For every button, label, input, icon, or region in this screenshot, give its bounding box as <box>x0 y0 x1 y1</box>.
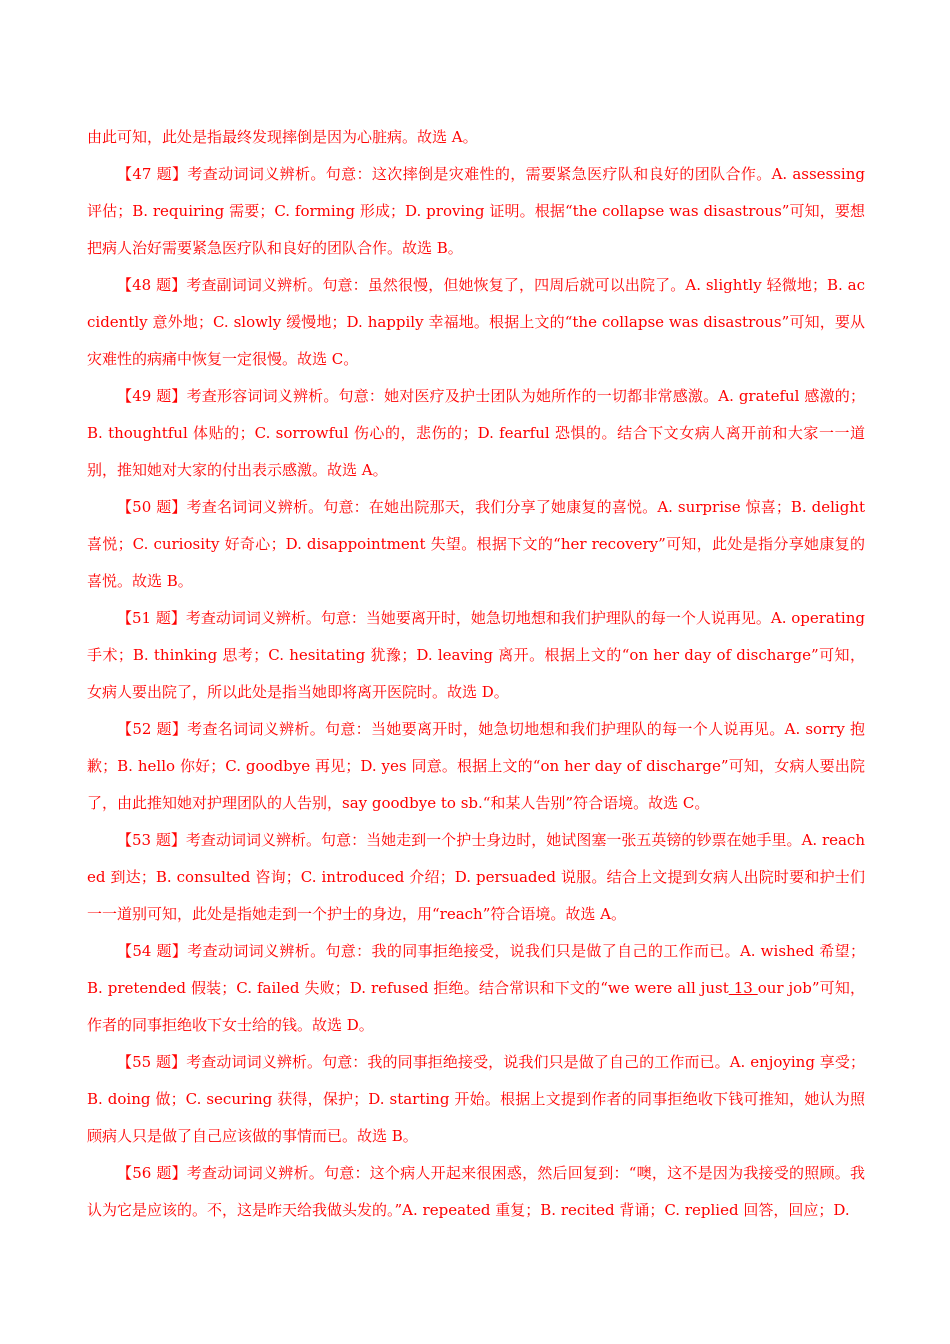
paragraph-q52: 【52 题】考查名词词义辨析。句意：当她要离开时，她急切地想和我们护理队的每一个人说再见。A. sorry 抱歉；B. hello 你好；C. goodbye 再见；D. yes 同意。根据上文的“on her day of discharge”可知，女病人要出院了，由此推知她对护理团队的人告别，say goodbye to sb.“和某人告别”符合语境。故选 C。 <box>87 720 865 812</box>
paragraph-q53: 【53 题】考查动词词义辨析。句意：当她走到一个护士身边时，她试图塞一张五英镑的钞票在她手里。A. reached 到达；B. consulted 咨询；C. introduced 介绍；D. persuaded 说服。结合上文提到女病人出院时要和护士们一一道别可知，此处是指她走到一个护士的身边，用“reach”符合语境。故选 A。 <box>87 831 865 923</box>
paragraph-q54-before-blank: 【54 题】考查动词词义辨析。句意：我的同事拒绝接受，说我们只是做了自己的工作而已。A. wished 希望；B. pretended 假装；C. failed 失败；D. refused 拒绝。结合常识和下文的“we were all just <box>87 942 865 997</box>
paragraph-q49: 【49 题】考查形容词词义辨析。句意：她对医疗及护士团队为她所作的一切都非常感激。A. grateful 感激的；B. thoughtful 体贴的；C. sorrowful 伤心的，悲伤的；D. fearful 恐惧的。结合下文女病人离开前和大家一一道别，推知她对大家的付出表示感激。故选 A。 <box>87 387 865 479</box>
paragraph-q56: 【56 题】考查动词词义辨析。句意：这个病人开起来很困惑，然后回复到：“噢，这不是因为我接受的照顾。我认为它是应该的。不，这是昨天给我做头发的。”A. repeated 重复；B. recited 背诵；C. replied 回答，回应；D. <box>87 1164 865 1219</box>
paragraph-q55: 【55 题】考查动词词义辨析。句意：我的同事拒绝接受，说我们只是做了自己的工作而已。A. enjoying 享受；B. doing 做；C. securing 获得，保护；D. starting 开始。根据上文提到作者的同事拒绝收下钱可推知，她认为照顾病人只是做了自己应该做的事情而已。故选 B。 <box>87 1053 865 1145</box>
paragraph-q51: 【51 题】考查动词词义辨析。句意：当她要离开时，她急切地想和我们护理队的每一个人说再见。A. operating 手术；B. thinking 思考；C. hesitating 犹豫；D. leaving 离开。根据上文的“on her day of discharge”可知，女病人要出院了，所以此处是指当她即将离开医院时。故选 D。 <box>87 609 865 701</box>
paragraph-q47: 【47 题】考查动词词义辨析。句意：这次摔倒是灾难性的，需要紧急医疗队和良好的团队合作。A. assessing 评估；B. requiring 需要；C. forming 形成；D. proving 证明。根据“the collapse was disastrous”可知，要想把病人治好需要紧急医疗队和良好的团队合作。故选 B。 <box>87 165 865 257</box>
paragraph-q54 <box>87 933 865 1044</box>
paragraph-intro: 由此可知，此处是指最终发现摔倒是因为心脏病。故选 A。 <box>87 128 478 146</box>
paragraph-q54-after-blank: our job”可知，作者的同事拒绝收下女士给的钱。故选 D。 <box>87 979 865 1034</box>
paragraph-q48: 【48 题】考查副词词义辨析。句意：虽然很慢，但她恢复了，四周后就可以出院了。A. slightly 轻微地；B. accidently 意外地；C. slowly 缓慢地；D. happily 幸福地。根据上文的“the collapse was disastrous”可知，要从灾难性的病痛中恢复一定很慢。故选 C。 <box>87 276 865 368</box>
answer-explanations <box>87 119 865 1229</box>
blank-13: 13 <box>728 979 758 997</box>
paragraph-q50: 【50 题】考查名词词义辨析。句意：在她出院那天，我们分享了她康复的喜悦。A. surprise 惊喜；B. delight 喜悦；C. curiosity 好奇心；D. disappointment 失望。根据下文的“her recovery”可知，此处是指分享她康复的喜悦。故选 B。 <box>87 498 865 590</box>
